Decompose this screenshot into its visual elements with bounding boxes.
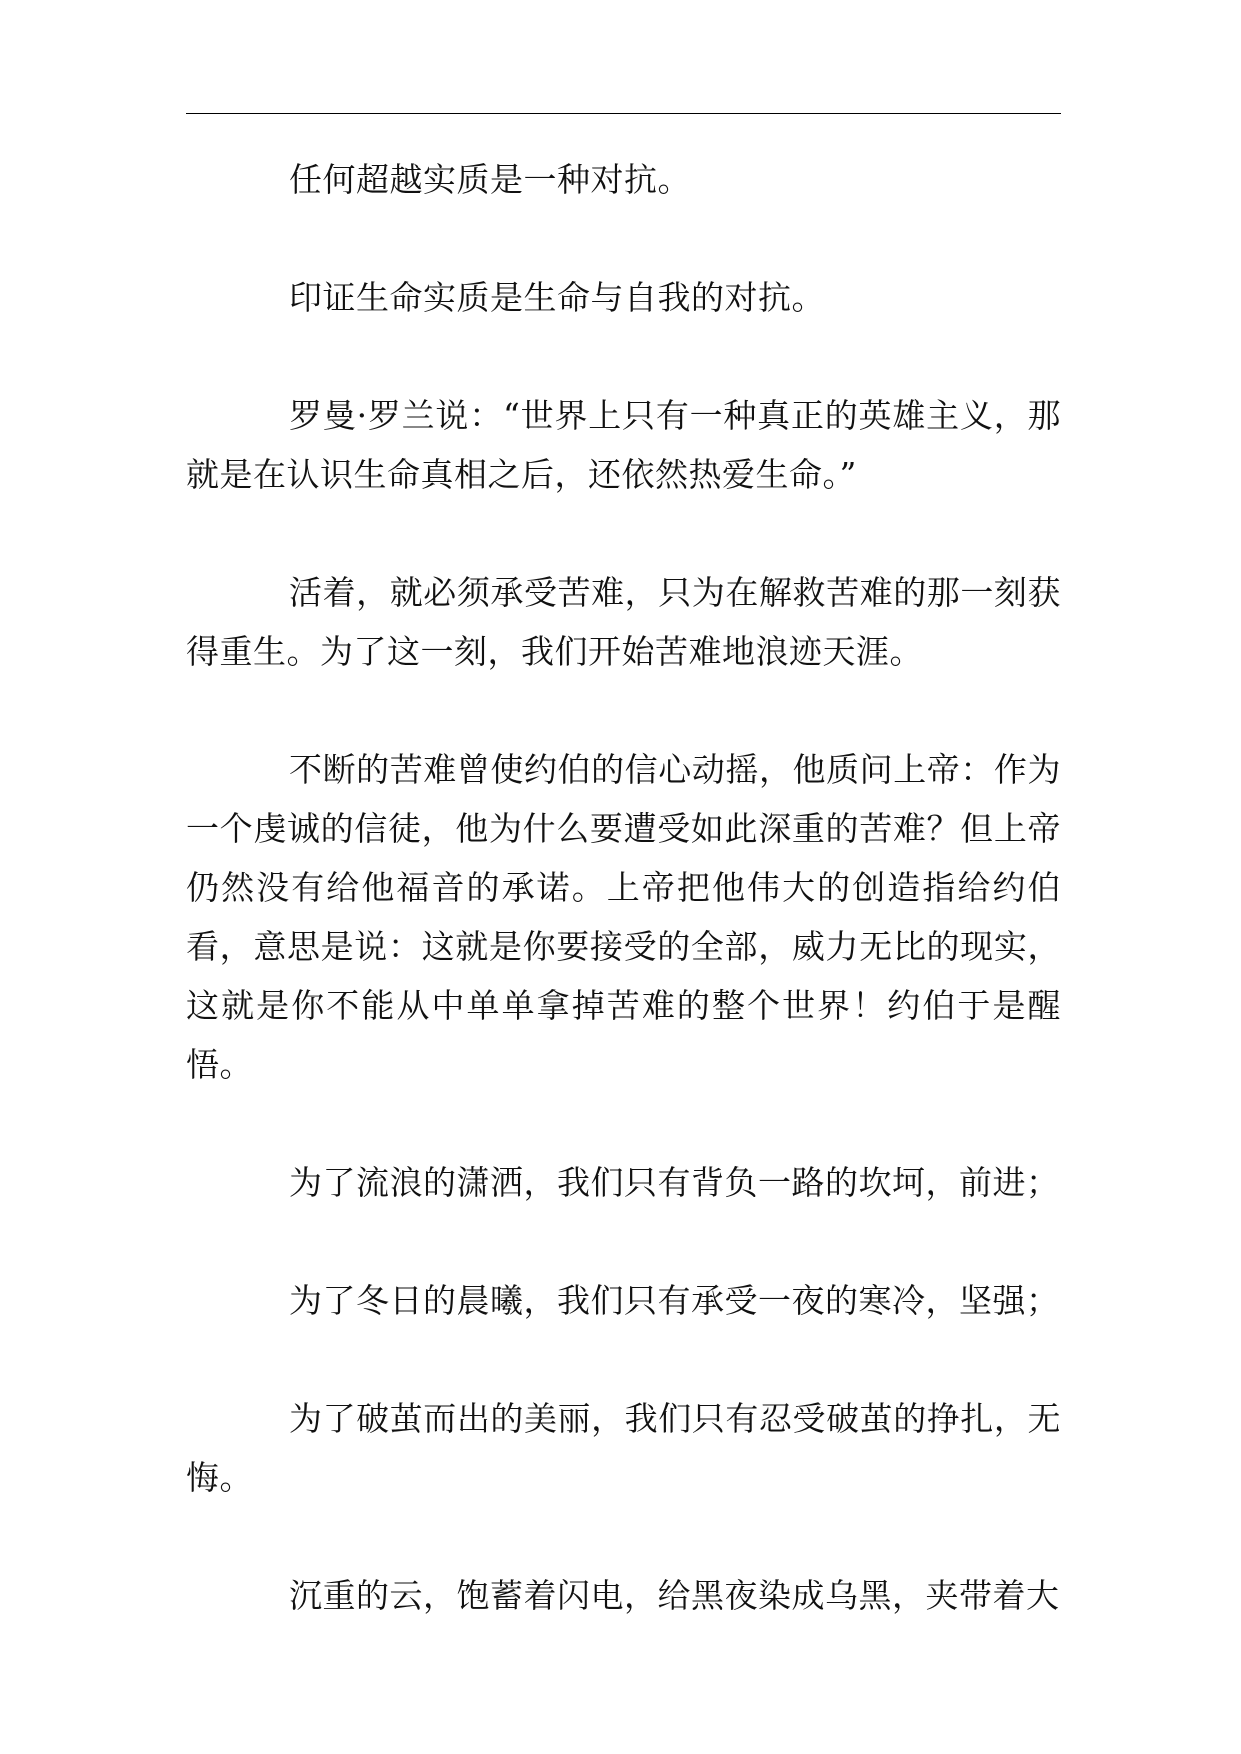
paragraph: 为了破茧而出的美丽，我们只有忍受破茧的挣扎，无悔。: [186, 1399, 1061, 1497]
paragraph: 为了冬日的晨曦，我们只有承受一夜的寒冷，坚强；: [289, 1281, 1060, 1320]
paragraph: 沉重的云，饱蓄着闪电，给黑夜染成乌黑，夹带着大: [289, 1576, 1060, 1615]
paragraph: 印证生命实质是生命与自我的对抗。: [289, 278, 825, 317]
paragraph: 不断的苦难曾使约伯的信心动摇，他质问上帝：作为一个虔诚的信徒，他为什么要遭受如此深重的苦难？但上帝仍然没有给他福音的承诺。上帝把他伟大的创造指给约伯看，意思是说：这就是你要接受的全部，威力无比的现实，这就是你不能从中单单拿掉苦难的整个世界！约伯于是醒悟。: [186, 750, 1061, 1084]
paragraph: 为了流浪的潇洒，我们只有背负一路的坎坷，前进；: [289, 1163, 1060, 1202]
paragraph: 罗曼·罗兰说：“世界上只有一种真正的英雄主义，那就是在认识生命真相之后，还依然热爱生命。”: [186, 396, 1061, 494]
header-rule: [186, 113, 1061, 114]
paragraph: 任何超越实质是一种对抗。: [289, 160, 691, 199]
paragraph: 活着，就必须承受苦难，只为在解救苦难的那一刻获得重生。为了这一刻，我们开始苦难地浪迹天涯。: [186, 573, 1061, 671]
document-body: [186, 150, 1061, 1684]
